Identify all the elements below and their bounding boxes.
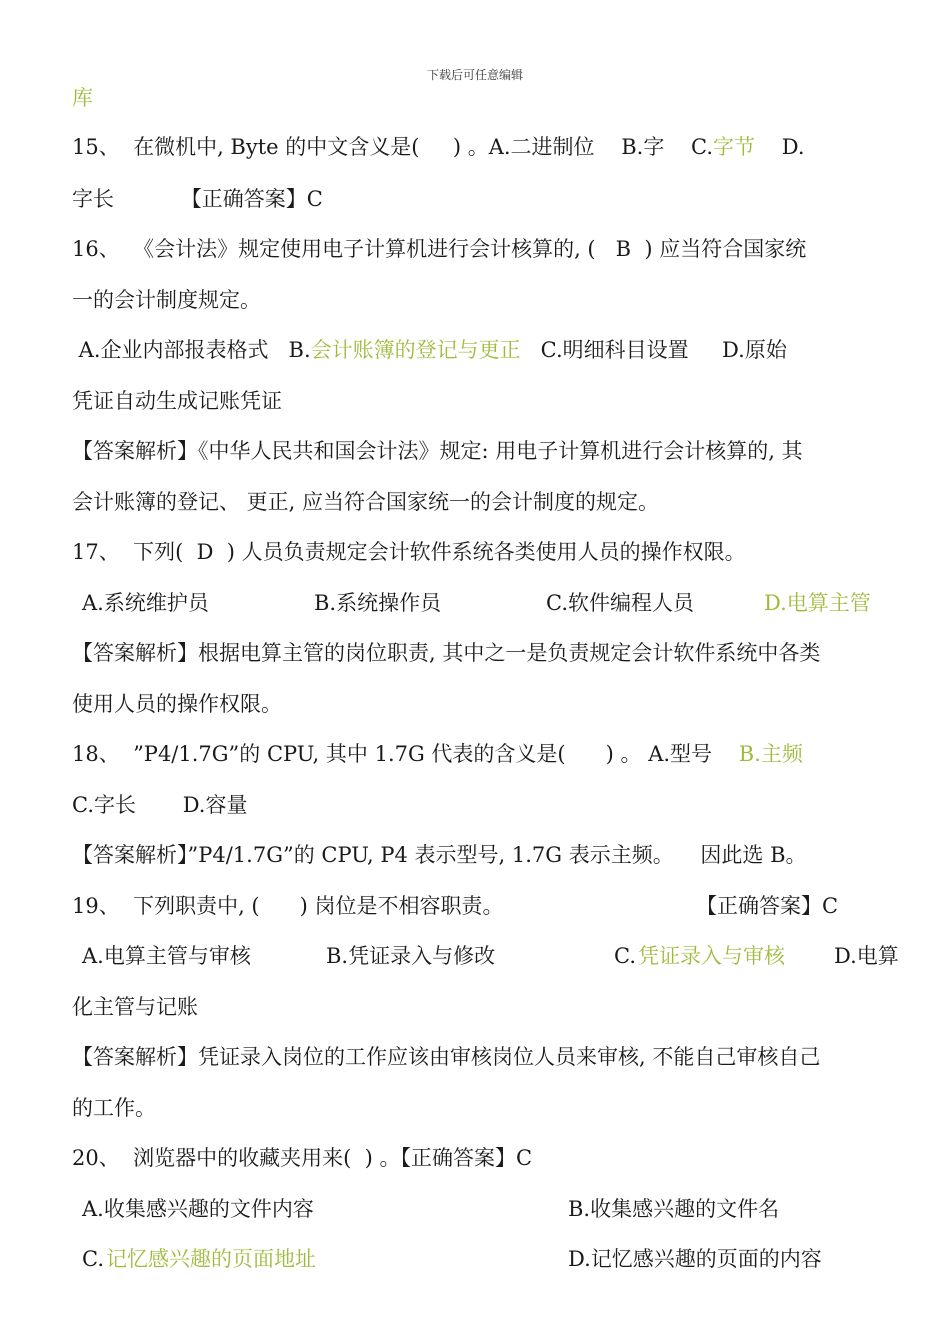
question-19 xyxy=(72,892,912,920)
question-20 xyxy=(72,1144,912,1172)
explanation-text: 使用人员的操作权限。 xyxy=(72,692,282,716)
option-b: B.收集感兴趣的文件名 xyxy=(568,1197,780,1221)
question-text: 15、 在微机中, Byte 的中文含义是( ) 。A.二进制位 B.字 C. xyxy=(72,135,714,159)
option-text: A.企业内部报表格式 B. xyxy=(72,338,311,362)
explanation-line xyxy=(72,639,912,667)
option-text: 化主管与记账 xyxy=(72,995,198,1019)
option-c: C.软件编程人员 xyxy=(546,591,694,615)
highlight-answer: 字节 xyxy=(713,135,756,159)
option-b: B.凭证录入与修改 xyxy=(326,944,496,968)
option-text: C.明细科目设置 D.原始 xyxy=(520,338,787,362)
answer-line: 字长 【正确答案】C xyxy=(72,187,323,211)
answer-label: 【正确答案】C xyxy=(696,894,839,918)
option-text: C.字长 D.容量 xyxy=(72,793,248,817)
option-d-highlight: D.电算主管 xyxy=(764,591,871,615)
options-line xyxy=(72,942,912,970)
options-line xyxy=(72,791,912,819)
option-c-prefix: C. xyxy=(82,1247,104,1271)
option-d: D.记忆感兴趣的页面的内容 xyxy=(568,1247,822,1271)
text-line xyxy=(72,286,912,314)
text-line xyxy=(72,84,912,112)
explanation-text: 【答案解析】”P4/1.7G”的 CPU, P4 表示型号, 1.7G 表示主频。 因此选 B。 xyxy=(72,843,807,867)
question-text: 一的会计制度规定。 xyxy=(72,288,261,312)
option-c-highlight: 记忆感兴趣的页面地址 xyxy=(106,1247,316,1271)
text-line xyxy=(72,387,912,415)
question-text: 17、 下列( D ) 人员负责规定会计软件系统各类使用人员的操作权限。 xyxy=(72,540,746,564)
question-text: 16、 《会计法》规定使用电子计算机进行会计核算的, ( B ) 应当符合国家统 xyxy=(72,237,807,261)
question-16 xyxy=(72,235,912,263)
option-a: A.收集感兴趣的文件内容 xyxy=(82,1197,314,1221)
question-text: 20、 浏览器中的收藏夹用来( ) 。【正确答案】C xyxy=(72,1146,533,1170)
text-line xyxy=(72,1094,912,1122)
highlight-answer: 会计账簿的登记与更正 xyxy=(310,338,521,362)
option-c-highlight: 凭证录入与审核 xyxy=(638,944,785,968)
question-text: 18、 ”P4/1.7G”的 CPU, 其中 1.7G 代表的含义是( ) 。 A.型号 xyxy=(72,742,739,766)
explanation-line xyxy=(72,841,912,869)
options-line xyxy=(72,1195,912,1223)
explanation-text: 【答案解析】凭证录入岗位的工作应该由审核岗位人员来审核, 不能自己审核自己 xyxy=(72,1045,821,1069)
options-line xyxy=(72,1245,912,1273)
explanation-text: 【答案解析】《中华人民共和国会计法》规定: 用电子计算机进行会计核算的, 其 xyxy=(72,439,803,463)
option-a: A.系统维护员 xyxy=(82,591,209,615)
text-line xyxy=(72,690,912,718)
option-text: 凭证自动生成记账凭证 xyxy=(72,389,282,413)
option-a: A.电算主管与审核 xyxy=(82,944,251,968)
text-line xyxy=(72,993,912,1021)
text-line xyxy=(72,185,912,213)
highlight-text: 库 xyxy=(72,86,93,110)
question-15 xyxy=(72,133,912,161)
option-d: D.电算 xyxy=(834,944,899,968)
question-18 xyxy=(72,740,912,768)
explanation-text: 会计账簿的登记、 更正, 应当符合国家统一的会计制度的规定。 xyxy=(72,490,660,514)
question-text: D. xyxy=(755,135,805,159)
explanation-line xyxy=(72,1043,912,1071)
question-text: 19、 下列职责中, ( ) 岗位是不相容职责。 xyxy=(72,894,504,918)
page-header: 下载后可任意编辑 xyxy=(426,68,523,82)
text-line xyxy=(72,488,912,516)
explanation-text: 的工作。 xyxy=(72,1096,156,1120)
option-b: B.系统操作员 xyxy=(314,591,442,615)
explanation-text: 【答案解析】根据电算主管的岗位职责, 其中之一是负责规定会计软件系统中各类 xyxy=(72,641,821,665)
explanation-line xyxy=(72,437,912,465)
option-c-prefix: C. xyxy=(614,944,636,968)
highlight-answer: B.主频 xyxy=(738,742,803,766)
question-17 xyxy=(72,538,912,566)
options-line xyxy=(72,589,912,617)
options-line xyxy=(72,336,912,364)
